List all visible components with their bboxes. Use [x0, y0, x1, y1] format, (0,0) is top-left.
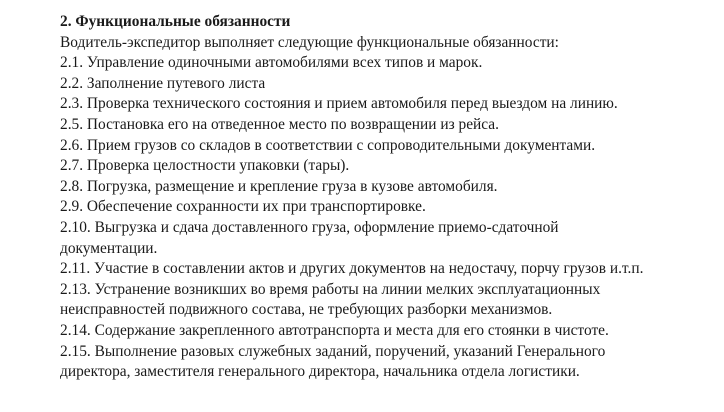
duty-item-2-15 [60, 342, 710, 383]
duty-item-2-6 [60, 136, 710, 157]
duty-item-line-continued: документации. [60, 239, 158, 257]
duty-item-2-13 [60, 280, 710, 321]
duty-item-line: 2.9. Обеспечение сохранности их при транспортировке. [60, 198, 426, 216]
duty-item-line-continued: неисправностей подвижного состава, не требующих разборки механизмов. [60, 301, 553, 319]
duty-item-line: 2.14. Содержание закрепленного автотранспорта и места для его стоянки в чистоте. [60, 321, 609, 339]
duty-item-2-2 [60, 74, 710, 95]
duty-item-2-9 [60, 197, 710, 218]
duty-item-line: 2.8. Погрузка, размещение и крепление груза в кузове автомобиля. [60, 177, 498, 195]
duty-item-line: 2.13. Устранение возникших во время работы на линии мелких эксплуатационных [60, 280, 601, 298]
duty-item-2-11 [60, 259, 710, 280]
document-body [60, 12, 710, 383]
duty-item-line: 2.1. Управление одиночными автомобилями всех типов и марок. [60, 54, 483, 72]
duty-item-line: 2.10. Выгрузка и сдача доставленного груза, оформление приемо-сдаточной [60, 218, 559, 236]
duty-item-2-10 [60, 218, 710, 259]
duty-item-line: 2.3. Проверка технического состояния и прием автомобиля перед выездом на линию. [60, 95, 618, 113]
duty-item-line: 2.2. Заполнение путевого листа [60, 74, 266, 92]
section-intro: Водитель-экспедитор выполняет следующие функциональные обязанности: [60, 33, 559, 51]
duty-item-2-3 [60, 94, 710, 115]
duty-item-2-5 [60, 115, 710, 136]
duty-item-2-1 [60, 53, 710, 74]
duty-item-line: 2.11. Участие в составлении актов и других документов на недостачу, порчу грузов и.т.п. [60, 260, 644, 278]
duty-item-2-8 [60, 177, 710, 198]
duty-item-line: 2.15. Выполнение разовых служебных заданий, поручений, указаний Генерального [60, 342, 606, 360]
duty-item-line: 2.7. Проверка целостности упаковки (тары). [60, 157, 350, 175]
section-heading: 2. Функциональные обязанности [60, 13, 291, 30]
duty-item-2-14 [60, 321, 710, 342]
duty-item-line-continued: директора, заместителя генерального директора, начальника отдела логистики. [60, 363, 580, 381]
duty-item-line: 2.5. Постановка его на отведенное место по возвращении из рейса. [60, 115, 499, 133]
duty-item-line: 2.6. Прием грузов со складов в соответствии с сопроводительными документами. [60, 136, 596, 154]
duty-item-2-7 [60, 156, 710, 177]
